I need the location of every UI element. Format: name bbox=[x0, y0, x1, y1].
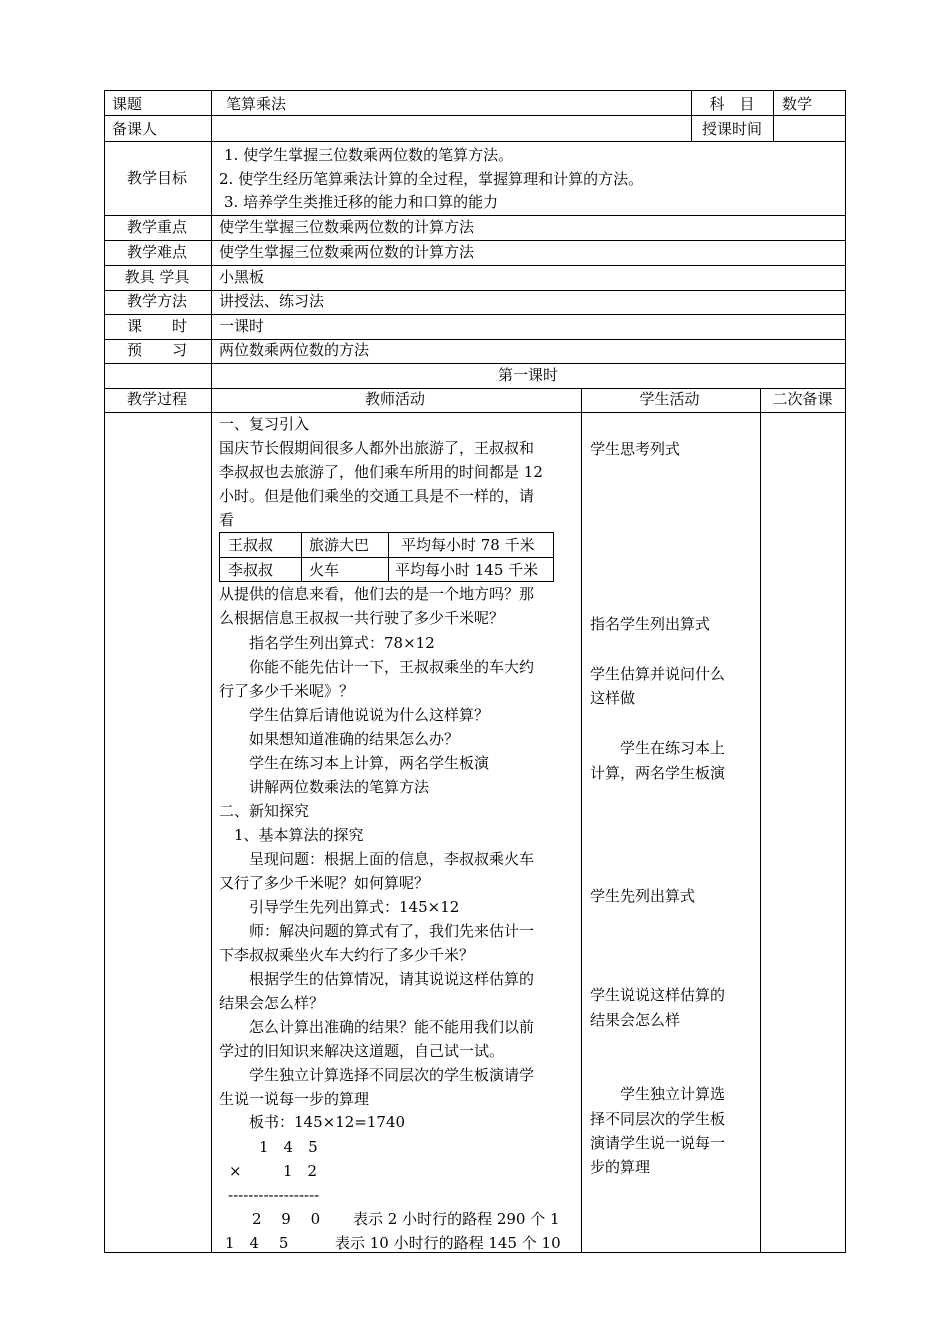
student-line: 指名学生列出算式 bbox=[590, 615, 711, 633]
goal-item-3: 3. 培养学生类推迁移的能力和口算的能力 bbox=[224, 193, 499, 211]
subject-value: 数学 bbox=[782, 95, 813, 113]
teacher-line: 行了多少千米呢》？ bbox=[219, 682, 355, 700]
teacher-line: 怎么计算出准确的结果？能不能用我们以前 bbox=[219, 1018, 535, 1036]
student-line: 这样做 bbox=[590, 689, 636, 707]
calc-row-4-note: 表示 10 小时行的路程 145 个 10 bbox=[335, 1234, 561, 1252]
teacher-line: 看 bbox=[219, 511, 235, 529]
teacher-line: 呈现问题：根据上面的信息，李叔叔乘火车 bbox=[219, 850, 535, 868]
student-line: 计算，两名学生板演 bbox=[590, 764, 726, 782]
subject-label: 科 目 bbox=[709, 95, 755, 113]
teacher-line: 指名学生列出算式：78×12 bbox=[219, 634, 435, 652]
student-line: 学生独立计算选 bbox=[590, 1085, 726, 1103]
calc-row-4: 1 4 5 bbox=[225, 1234, 289, 1252]
teacher-line: 小时。但是他们乘坐的交通工具是不一样的，请 bbox=[219, 487, 535, 505]
teacher-line: 下李叔叔乘坐火车大约行了多少千米？ bbox=[219, 946, 475, 964]
student-line: 学生在练习本上 bbox=[590, 739, 726, 757]
period-title: 第一课时 bbox=[497, 366, 558, 384]
teacher-line: 讲解两位数乘法的笔算方法 bbox=[219, 778, 430, 796]
col-student: 学生活动 bbox=[639, 390, 700, 408]
travel-cell: 李叔叔 bbox=[228, 561, 274, 579]
period-value: 一课时 bbox=[219, 317, 265, 335]
teacher-line: 根据学生的估算情况，请其说说这样估算的 bbox=[219, 970, 535, 988]
student-line: 学生思考列式 bbox=[590, 440, 681, 458]
col-process: 教学过程 bbox=[126, 390, 187, 408]
teacher-line: 二、新知探究 bbox=[219, 802, 310, 820]
teacher-line: 1、基本算法的探究 bbox=[219, 826, 364, 844]
topic-label: 课题 bbox=[112, 95, 143, 113]
teacher-line: 李叔叔也去旅游了，他们乘车所用的时间都是 12 bbox=[219, 463, 543, 481]
teacher-line: 师：解决问题的算式有了，我们先来估计一 bbox=[219, 922, 535, 940]
teacher-line: 又行了多少千米呢？如何算呢？ bbox=[219, 874, 430, 892]
teacher-line: 学过的旧知识来解决这道题，自己试一试。 bbox=[219, 1042, 505, 1060]
student-line: 学生估算并说问什么 bbox=[590, 665, 726, 683]
calc-rule: ------------------ bbox=[228, 1186, 320, 1204]
col-teacher: 教师活动 bbox=[364, 390, 425, 408]
teacher-line: 生说一说每一步的算理 bbox=[219, 1090, 370, 1108]
difficult-point-label: 教学难点 bbox=[126, 243, 187, 261]
period-label: 课 时 bbox=[126, 317, 187, 335]
key-point-label: 教学重点 bbox=[126, 218, 187, 236]
teacher-line: 你能不能先估计一下，王叔叔乘坐的车大约 bbox=[219, 658, 535, 676]
travel-cell: 火车 bbox=[309, 561, 340, 579]
student-line: 演请学生说一说每一 bbox=[590, 1134, 726, 1152]
teacher-line: 结果会怎么样？ bbox=[219, 994, 325, 1012]
preview-value: 两位数乘两位数的方法 bbox=[219, 341, 370, 359]
calc-row-2: 1 2 bbox=[283, 1162, 318, 1180]
student-line: 择不同层次的学生板 bbox=[590, 1110, 726, 1128]
calc-row-3-note: 表示 2 小时行的路程 290 个 1 bbox=[353, 1210, 560, 1228]
teacher-line: 引导学生先列出算式：145×12 bbox=[219, 898, 460, 916]
class-time-label: 授课时间 bbox=[701, 120, 762, 138]
key-point-value: 使学生掌握三位数乘两位数的计算方法 bbox=[219, 218, 475, 236]
student-line: 步的算理 bbox=[590, 1158, 651, 1176]
calc-multiply-sign: × bbox=[229, 1162, 242, 1180]
col-second: 二次备课 bbox=[772, 390, 833, 408]
preview-label: 预 习 bbox=[126, 341, 187, 359]
travel-cell: 平均每小时 78 千米 bbox=[401, 536, 535, 554]
travel-cell: 平均每小时 145 千米 bbox=[395, 561, 539, 579]
student-line: 学生说说这样估算的 bbox=[590, 986, 726, 1004]
teacher-line: 么根据信息王叔叔一共行驶了多少千米呢？ bbox=[219, 609, 505, 627]
preparer-label: 备课人 bbox=[112, 120, 158, 138]
travel-cell: 王叔叔 bbox=[228, 536, 274, 554]
student-line: 结果会怎么样 bbox=[590, 1011, 681, 1029]
student-line: 学生先列出算式 bbox=[590, 887, 696, 905]
method-label: 教学方法 bbox=[126, 292, 187, 310]
goal-item-2: 2. 使学生经历笔算乘法计算的全过程，掌握算理和计算的方法。 bbox=[219, 170, 644, 188]
goals-label: 教学目标 bbox=[126, 169, 187, 187]
teacher-line: 学生独立计算选择不同层次的学生板演请学 bbox=[219, 1066, 535, 1084]
travel-cell: 旅游大巴 bbox=[309, 536, 370, 554]
teacher-line: 从提供的信息来看，他们去的是一个地方吗？那 bbox=[219, 585, 535, 603]
goal-item-1: 1. 使学生掌握三位数乘两位数的笔算方法。 bbox=[224, 146, 514, 164]
teacher-line: 学生估算后请他说说为什么这样算？ bbox=[219, 706, 490, 724]
difficult-point-value: 使学生掌握三位数乘两位数的计算方法 bbox=[219, 243, 475, 261]
teacher-line: 国庆节长假期间很多人都外出旅游了，王叔叔和 bbox=[219, 439, 535, 457]
tools-value: 小黑板 bbox=[219, 268, 265, 286]
calc-row-1: 1 4 5 bbox=[259, 1138, 318, 1156]
teacher-line: 学生在练习本上计算，两名学生板演 bbox=[219, 754, 490, 772]
topic-value: 笔算乘法 bbox=[226, 95, 287, 113]
teacher-line: 板书：145×12=1740 bbox=[219, 1113, 406, 1131]
tools-label: 教具 学具 bbox=[124, 268, 190, 286]
teacher-line: 如果想知道准确的结果怎么办？ bbox=[219, 730, 460, 748]
calc-row-3: 2 9 0 bbox=[252, 1210, 321, 1228]
teacher-line: 一、复习引入 bbox=[219, 415, 310, 433]
method-value: 讲授法、练习法 bbox=[219, 292, 325, 310]
